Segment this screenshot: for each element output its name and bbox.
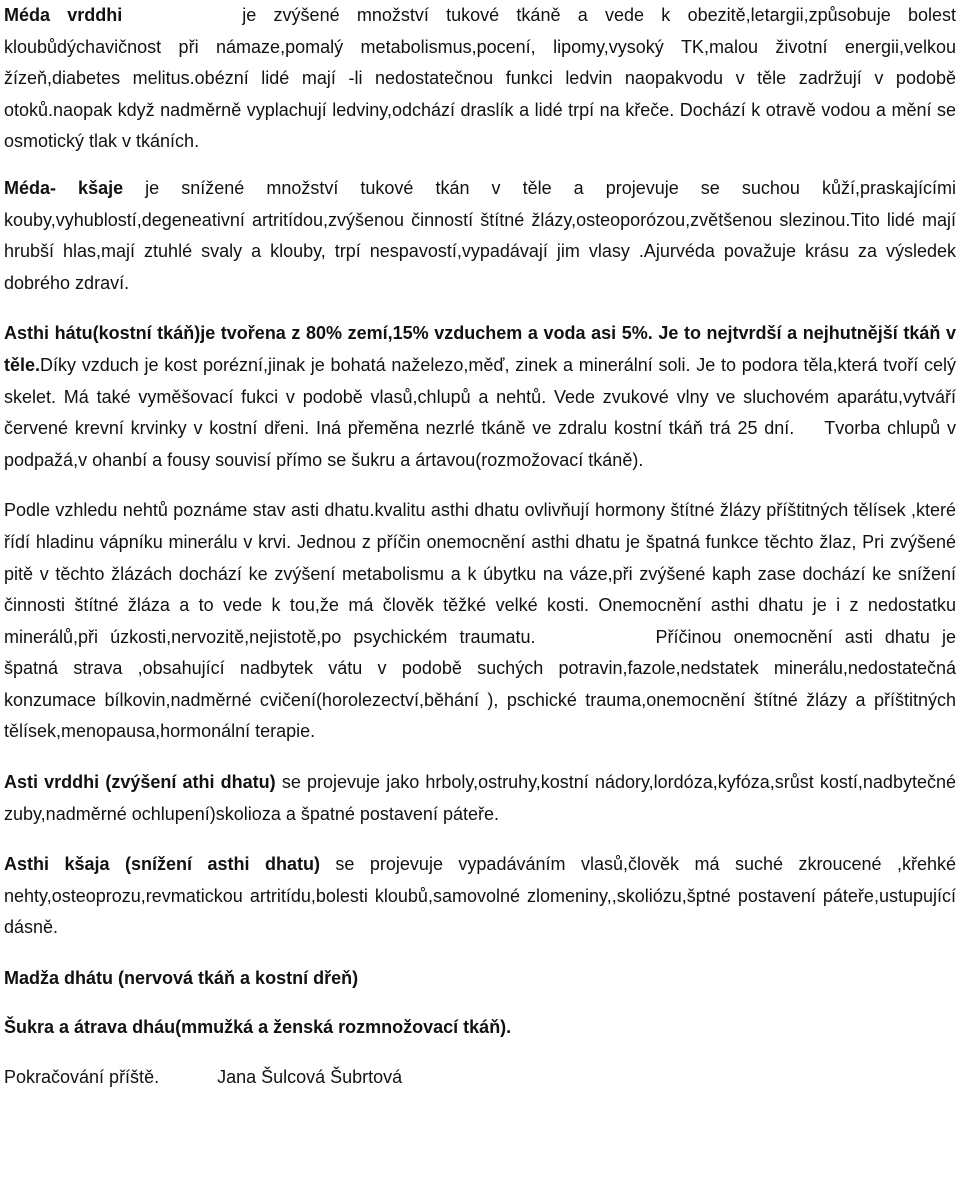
text: obézní lidé mají -li nedostatečnou funkci ledvin naopakvodu v těle zadržují v podobě otoků. bbox=[4, 68, 957, 120]
heading-sukra-atrava bbox=[4, 1012, 956, 1044]
term-asthi-ksaja: Asthi kšaja (snížení asthi dhatu) bbox=[4, 854, 320, 875]
footer bbox=[4, 1062, 956, 1094]
text: je zvýšené množství tukové tkáně a vede k obezitě,letargii,způsobuje bolest kloubůdýchavičnost při námaze,pomalý metabolismus,pocení, lipomy,vysoký TK,malou životní energii,velkou žízeň,diabetes melitus. bbox=[4, 5, 957, 89]
author-name: Jana Šulcová Šubrtová bbox=[217, 1067, 403, 1088]
paragraph-asthi-ksaja bbox=[4, 849, 956, 944]
term-meda-vrddhi: Méda vrddhi bbox=[4, 5, 123, 25]
paragraph-meda-vrddhi bbox=[4, 0, 956, 158]
text: Díky vzduch je kost porézní,jinak je bohatá naželezo,měď, zinek a minerální soli. Je to podora těla,která tvoří celý skelet. Má také vyměšovací fukci v podobě vlasů,chlupů a nehtů. Vede zvukové vlny ve sluchovém aparátu,vytváří červené krevní krvinky v kostní dřeni. Iná přeměna nezrlé tkáně ve zdralu kostní tkáň trá 25 dní. bbox=[4, 354, 956, 439]
term-meda-ksaje: Méda- kšaje bbox=[4, 177, 124, 198]
text: naopak když nadměrně vyplachují ledviny,odchází draslík a lidé trpí na křeče. Dochází k otravě vodou a mění se osmotický tlak v tkáních. bbox=[4, 99, 956, 152]
text: je snížené množství tukové tkán v těle a projevuje se suchou kůží,praskajícími kouby,vyhublostí,degeneativní artritídou,zvýšenou činností štítné žlázy,osteoporózou,zvětšenou slezinou. bbox=[4, 177, 956, 230]
text: Tito lidé mají hrubší hlas,mají ztuhlé svaly a klouby, trpí nespavostí,vypadávají jim vlasy . bbox=[4, 209, 956, 262]
continuation-note: Pokračování příště. bbox=[4, 1067, 160, 1088]
heading-madza-dhatu bbox=[4, 963, 956, 995]
text: Ajurvéda považuje krásu za výsledek dobrého zdraví. bbox=[4, 241, 957, 293]
term-madza-dhatu: Madža dhátu (nervová tkáň a kostní dřeň) bbox=[4, 968, 359, 989]
paragraph-meda-ksaje bbox=[4, 173, 956, 299]
term-asthi-hatu: Asthi hátu(kostní tkáň)je tvořena z 80% zemí,15% vzduchem a voda asi 5%. Je to nejtvrdší a nejhutnější tkáň v těle. bbox=[4, 323, 956, 375]
text: kvalitu asthi dhatu ovlivňují hormony štítné žlázy příštitných tělísek ,které řídí hladinu vápníku minerálu v krvi. Jednou z příčin onemocnění asthi dhatu je špatná funkce těchto žlaz, Pri zvýšené pitě v těchto žlázách dochází ke zvýšení metabolismu a k úbytku na váze,při zvýšené kaph zase dochází ke snížení činnosti štítné žláza a to vede k tou,že má člověk těžké velké kosti. Onemocnění asthi dhatu je i z nedostatku minerálů,při úzkosti,nervozitě,nejistotě,po psychickém traumatu. bbox=[4, 500, 957, 647]
text: Příčinou onemocnění asti dhatu je špatná strava ,obsahující nadbytek vátu v podobě suchých potravin,fazole,nedstatek minerálu,nedostatečná konzumace bílkovin,nadměrné cvičení(horolezectví,běhání ), pschické trauma,onemocnění štítné žlázy a příštitných tělísek,menopausa,hormonální terapie. bbox=[4, 626, 956, 742]
paragraph-asti-vrddhi bbox=[4, 767, 956, 830]
article bbox=[4, 0, 956, 1094]
text: Tvorba chlupů v podpažá,v ohanbí a fousy souvisí přímo se šukru a ártavou(rozmožovací tkáně). bbox=[4, 418, 956, 470]
paragraph-asthi-dhatu bbox=[4, 318, 956, 476]
text: se projevuje vypadáváním vlasů,člověk má suché zkroucené ,křehké nehty,osteoprozu,revmatickou artritídu,bolesti kloubů,samovolné zlomeniny,,skoliózu,šptné postavení páteře,ustupující dásně. bbox=[4, 854, 956, 938]
term-asti-vrddhi: Asti vrddhi (zvýšení athi dhatu) bbox=[4, 772, 276, 793]
paragraph-nehty bbox=[4, 495, 956, 748]
text: se projevuje jako hrboly,ostruhy,kostní nádory,lordóza,kyfóza,srůst kostí,nadbytečné zuby,nadměrné ochlupení)skolioza a špatné postavení páteře. bbox=[4, 772, 956, 824]
term-sukra-atrava: Šukra a átrava dháu(mmužká a ženská rozmnožovací tkáň). bbox=[4, 1016, 512, 1037]
text: Podle vzhledu nehtů poznáme stav asti dhatu. bbox=[4, 500, 375, 521]
